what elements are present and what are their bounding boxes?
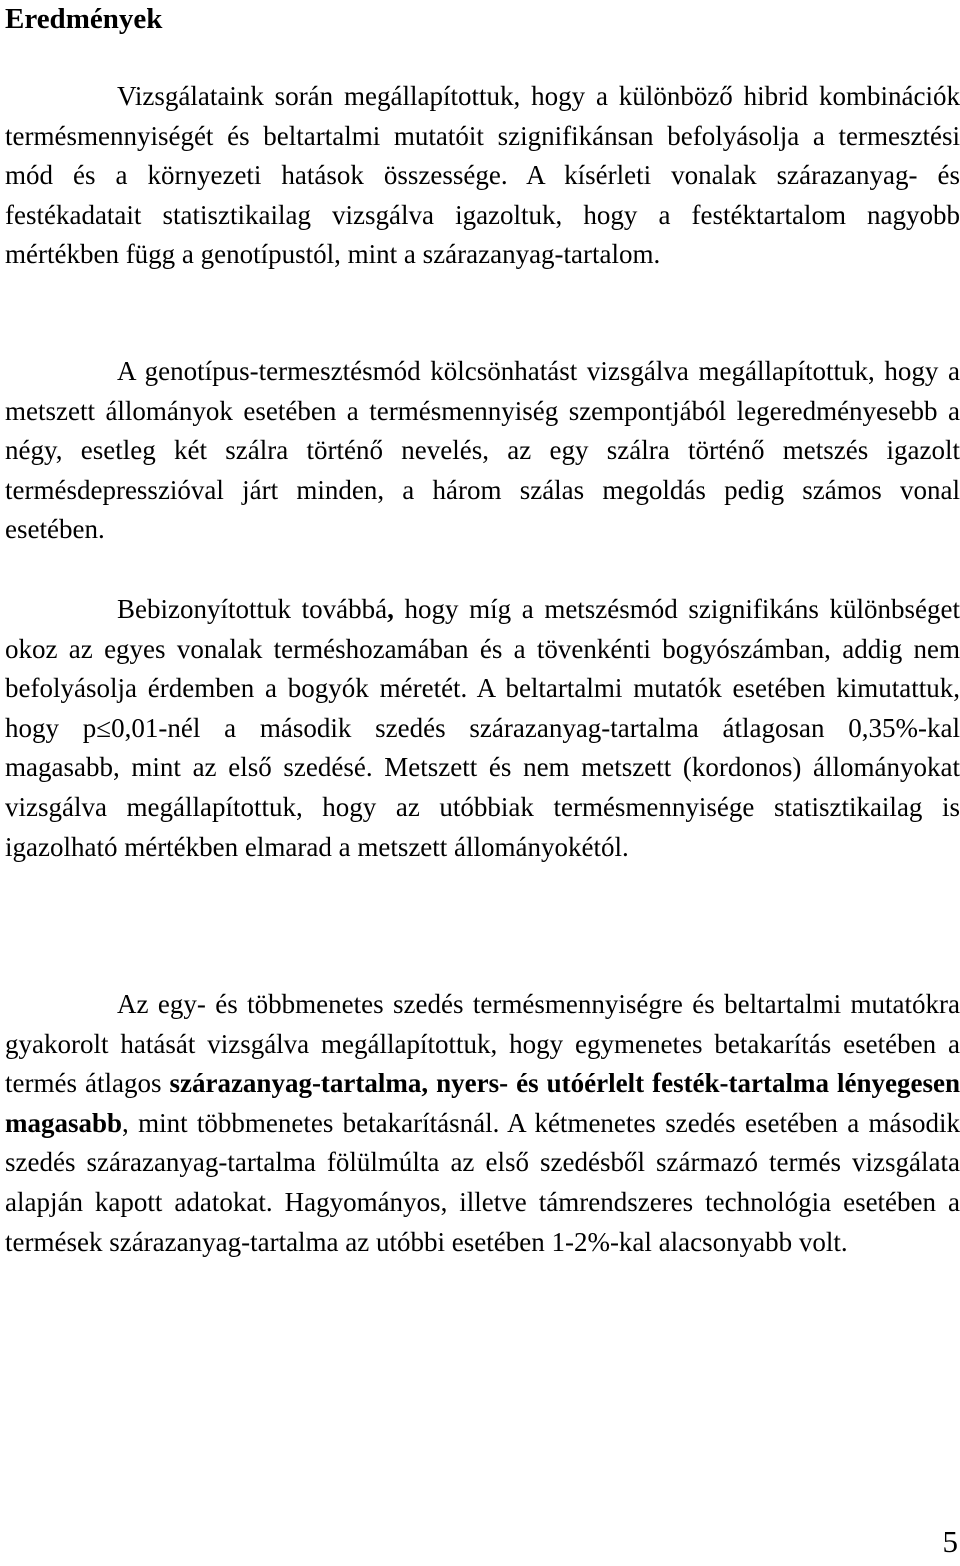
paragraph-4-bold-phrase: szárazanyag-tartalma, nyers- és utóérlelt festék-tartalma lényegesen magasabb — [5, 1068, 960, 1138]
paragraph-4-part-1: Az egy- és többmenetes szedés termésmennyiségre és beltartalmi mutatókra gyakorolt hatását vizsgálva megállapítottuk, hogy egymenetes betakarítás esetében a termés átlagos — [5, 989, 960, 1099]
paragraph-1: Vizsgálataink során megállapítottuk, hogy a különböző hibrid kombinációk termésmennyiségét és beltartalmi mutatóit szignifikánsan befolyásolja a termesztési mód és a környezeti hatások összessége. A kísérleti vonalak szárazanyag- és festékadatait statisztikailag vizsgálva igazoltuk, hogy a festéktartalom nagyobb mértékben függ a genotípustól, mint a szárazanyag-tartalom. — [5, 81, 960, 270]
paragraph-2: A genotípus-termesztésmód kölcsönhatást vizsgálva megállapítottuk, hogy a metszett állományok esetében a termésmennyiség szempontjából legeredményesebb a négy, esetleg két szálra történő nevelés, az egy szálra történő metszés igazolt termésdepresszióval járt minden, a három szálas megoldás pedig számos vonal esetében. — [5, 356, 960, 545]
paragraph-3-part-1: Bebizonyítottuk továbbá — [117, 594, 388, 624]
page-number: 5 — [942, 1524, 958, 1559]
section-heading: Eredmények — [5, 3, 163, 35]
paragraph-3-bold-comma: , — [387, 594, 394, 624]
paragraph-3-part-2: hogy míg a metszésmód szignifikáns különbséget okoz az egyes vonalak terméshozamában és a tövenkénti bogyószámban, addig nem befolyásolja érdemben a bogyók méretét. A beltartalmi mutatók esetében kimutattuk, hogy p≤0,01-nél a második szedés szárazanyag-tartalma átlagosan 0,35%-kal magasabb, mint az első szedésé. Metszett és nem metszett (kordonos) állományokat vizsgálva megállapítottuk, hogy az utóbbiak termésmennyisége statisztikailag is igazolható mértékben elmarad a metszett állományokétól. — [5, 594, 960, 862]
paragraph-3 — [5, 590, 960, 867]
paragraph-4 — [5, 985, 960, 1262]
paragraph-4-part-2: , mint többmenetes betakarításnál. A kétmenetes szedés esetében a második szedés szárazanyag-tartalma fölülmúlta az első szedésből származó termés vizsgálata alapján kapott adatokat. Hagyományos, illetve támrendszeres technológia esetében a termések szárazanyag-tartalma az utóbbi esetében 1-2%-kal alacsonyabb volt. — [5, 1107, 960, 1257]
